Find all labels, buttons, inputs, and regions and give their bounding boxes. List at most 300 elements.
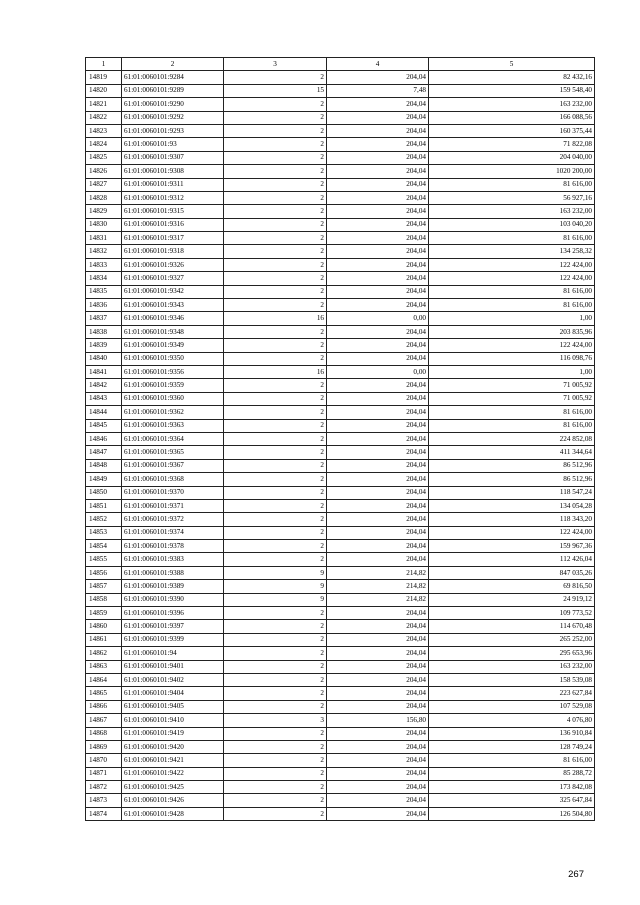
code-cell: 2 xyxy=(224,432,327,445)
table-body xyxy=(86,71,595,821)
table-row xyxy=(86,258,595,271)
cadastral-number-cell: 61:01:0060101:9399 xyxy=(122,633,224,646)
row-number-cell: 14863 xyxy=(86,660,122,673)
header-row xyxy=(86,58,595,71)
rate-cell: 204,04 xyxy=(327,124,429,137)
table-row xyxy=(86,138,595,151)
value-cell: 112 426,04 xyxy=(429,553,595,566)
value-cell: 128 749,24 xyxy=(429,740,595,753)
table-row xyxy=(86,687,595,700)
table-row xyxy=(86,566,595,579)
table-row xyxy=(86,620,595,633)
value-cell: 81 616,00 xyxy=(429,419,595,432)
row-number-cell: 14873 xyxy=(86,794,122,807)
row-number-cell: 14845 xyxy=(86,419,122,432)
value-cell: 126 504,80 xyxy=(429,807,595,820)
table-row xyxy=(86,98,595,111)
row-number-cell: 14844 xyxy=(86,406,122,419)
column-header-4: 4 xyxy=(327,58,429,71)
code-cell: 3 xyxy=(224,714,327,727)
cadastral-number-cell: 61:01:0060101:9374 xyxy=(122,526,224,539)
code-cell: 2 xyxy=(224,178,327,191)
code-cell: 2 xyxy=(224,740,327,753)
value-cell: 1,00 xyxy=(429,365,595,378)
rate-cell: 0,00 xyxy=(327,312,429,325)
code-cell: 2 xyxy=(224,459,327,472)
code-cell: 2 xyxy=(224,794,327,807)
value-cell: 107 529,08 xyxy=(429,700,595,713)
table-row xyxy=(86,486,595,499)
cadastral-number-cell: 61:01:0060101:9372 xyxy=(122,513,224,526)
row-number-cell: 14850 xyxy=(86,486,122,499)
cadastral-number-cell: 61:01:0060101:9289 xyxy=(122,84,224,97)
rate-cell: 204,04 xyxy=(327,553,429,566)
value-cell: 69 816,50 xyxy=(429,580,595,593)
cadastral-number-cell: 61:01:0060101:9343 xyxy=(122,299,224,312)
code-cell: 16 xyxy=(224,312,327,325)
cadastral-number-cell: 61:01:0060101:9317 xyxy=(122,232,224,245)
row-number-cell: 14856 xyxy=(86,566,122,579)
value-cell: 158 539,08 xyxy=(429,673,595,686)
rate-cell: 204,04 xyxy=(327,299,429,312)
row-number-cell: 14825 xyxy=(86,151,122,164)
cadastral-number-cell: 61:01:0060101:9350 xyxy=(122,352,224,365)
row-number-cell: 14855 xyxy=(86,553,122,566)
code-cell: 2 xyxy=(224,299,327,312)
cadastral-number-cell: 61:01:0060101:9292 xyxy=(122,111,224,124)
row-number-cell: 14832 xyxy=(86,245,122,258)
code-cell: 2 xyxy=(224,138,327,151)
code-cell: 2 xyxy=(224,285,327,298)
code-cell: 2 xyxy=(224,540,327,553)
table-row xyxy=(86,607,595,620)
row-number-cell: 14852 xyxy=(86,513,122,526)
cadastral-number-cell: 61:01:0060101:9365 xyxy=(122,446,224,459)
rate-cell: 204,04 xyxy=(327,754,429,767)
value-cell: 204 040,00 xyxy=(429,151,595,164)
value-cell: 81 616,00 xyxy=(429,754,595,767)
cadastral-number-cell: 61:01:0060101:9359 xyxy=(122,379,224,392)
code-cell: 2 xyxy=(224,71,327,84)
rate-cell: 204,04 xyxy=(327,526,429,539)
table-row xyxy=(86,673,595,686)
cadastral-number-cell: 61:01:0060101:9360 xyxy=(122,392,224,405)
rate-cell: 204,04 xyxy=(327,272,429,285)
row-number-cell: 14834 xyxy=(86,272,122,285)
cadastral-number-cell: 61:01:0060101:9389 xyxy=(122,580,224,593)
row-number-cell: 14819 xyxy=(86,71,122,84)
value-cell: 160 375,44 xyxy=(429,124,595,137)
table-row xyxy=(86,218,595,231)
row-number-cell: 14841 xyxy=(86,365,122,378)
table-row xyxy=(86,165,595,178)
cadastral-number-cell: 61:01:0060101:9312 xyxy=(122,191,224,204)
table-row xyxy=(86,432,595,445)
rate-cell: 204,04 xyxy=(327,432,429,445)
row-number-cell: 14869 xyxy=(86,740,122,753)
cadastral-number-cell: 61:01:0060101:9428 xyxy=(122,807,224,820)
rate-cell: 204,04 xyxy=(327,406,429,419)
row-number-cell: 14847 xyxy=(86,446,122,459)
row-number-cell: 14820 xyxy=(86,84,122,97)
row-number-cell: 14839 xyxy=(86,339,122,352)
rate-cell: 204,04 xyxy=(327,379,429,392)
rate-cell: 204,04 xyxy=(327,285,429,298)
cadastral-number-cell: 61:01:0060101:9356 xyxy=(122,365,224,378)
row-number-cell: 14860 xyxy=(86,620,122,633)
row-number-cell: 14821 xyxy=(86,98,122,111)
rate-cell: 204,04 xyxy=(327,138,429,151)
rate-cell: 204,04 xyxy=(327,767,429,780)
table-row xyxy=(86,325,595,338)
code-cell: 2 xyxy=(224,446,327,459)
rate-cell: 204,04 xyxy=(327,339,429,352)
code-cell: 2 xyxy=(224,553,327,566)
table-row xyxy=(86,714,595,727)
table-row xyxy=(86,111,595,124)
code-cell: 2 xyxy=(224,392,327,405)
cadastral-number-cell: 61:01:0060101:9397 xyxy=(122,620,224,633)
value-cell: 1,00 xyxy=(429,312,595,325)
value-cell: 224 852,08 xyxy=(429,432,595,445)
rate-cell: 204,04 xyxy=(327,352,429,365)
cadastral-number-cell: 61:01:0060101:9290 xyxy=(122,98,224,111)
table-row xyxy=(86,526,595,539)
code-cell: 2 xyxy=(224,205,327,218)
table-row xyxy=(86,245,595,258)
code-cell: 2 xyxy=(224,486,327,499)
cadastral-number-cell: 61:01:0060101:9307 xyxy=(122,151,224,164)
rate-cell: 204,04 xyxy=(327,151,429,164)
rate-cell: 204,04 xyxy=(327,740,429,753)
code-cell: 9 xyxy=(224,566,327,579)
cadastral-number-cell: 61:01:0060101:9362 xyxy=(122,406,224,419)
value-cell: 203 835,96 xyxy=(429,325,595,338)
value-cell: 173 842,08 xyxy=(429,781,595,794)
code-cell: 2 xyxy=(224,151,327,164)
table-row xyxy=(86,633,595,646)
cadastral-number-cell: 61:01:0060101:9342 xyxy=(122,285,224,298)
cadastral-number-cell: 61:01:0060101:9284 xyxy=(122,71,224,84)
rate-cell: 204,04 xyxy=(327,513,429,526)
rate-cell: 204,04 xyxy=(327,620,429,633)
value-cell: 159 967,36 xyxy=(429,540,595,553)
table-row xyxy=(86,740,595,753)
code-cell: 2 xyxy=(224,232,327,245)
rate-cell: 204,04 xyxy=(327,727,429,740)
rate-cell: 156,80 xyxy=(327,714,429,727)
cadastral-number-cell: 61:01:0060101:9293 xyxy=(122,124,224,137)
cadastral-number-cell: 61:01:0060101:94 xyxy=(122,647,224,660)
row-number-cell: 14851 xyxy=(86,499,122,512)
code-cell: 2 xyxy=(224,165,327,178)
row-number-cell: 14874 xyxy=(86,807,122,820)
table-row xyxy=(86,312,595,325)
code-cell: 2 xyxy=(224,673,327,686)
code-cell: 2 xyxy=(224,339,327,352)
column-header-1: 1 xyxy=(86,58,122,71)
code-cell: 2 xyxy=(224,352,327,365)
row-number-cell: 14836 xyxy=(86,299,122,312)
cadastral-number-cell: 61:01:0060101:9419 xyxy=(122,727,224,740)
cadastral-number-cell: 61:01:0060101:9404 xyxy=(122,687,224,700)
code-cell: 2 xyxy=(224,660,327,673)
value-cell: 71 822,08 xyxy=(429,138,595,151)
table-row xyxy=(86,499,595,512)
row-number-cell: 14857 xyxy=(86,580,122,593)
code-cell: 2 xyxy=(224,807,327,820)
table-row xyxy=(86,392,595,405)
cadastral-number-cell: 61:01:0060101:93 xyxy=(122,138,224,151)
table-row xyxy=(86,419,595,432)
value-cell: 118 547,24 xyxy=(429,486,595,499)
table-row xyxy=(86,754,595,767)
table-row xyxy=(86,191,595,204)
table-row xyxy=(86,781,595,794)
row-number-cell: 14861 xyxy=(86,633,122,646)
cadastral-number-cell: 61:01:0060101:9396 xyxy=(122,607,224,620)
value-cell: 136 910,84 xyxy=(429,727,595,740)
table-row xyxy=(86,459,595,472)
rate-cell: 204,04 xyxy=(327,647,429,660)
cadastral-number-cell: 61:01:0060101:9318 xyxy=(122,245,224,258)
rate-cell: 204,04 xyxy=(327,807,429,820)
value-cell: 86 512,96 xyxy=(429,459,595,472)
code-cell: 9 xyxy=(224,580,327,593)
table-row xyxy=(86,580,595,593)
row-number-cell: 14828 xyxy=(86,191,122,204)
value-cell: 325 647,84 xyxy=(429,794,595,807)
table-row xyxy=(86,660,595,673)
table-row xyxy=(86,84,595,97)
value-cell: 166 088,56 xyxy=(429,111,595,124)
table-row xyxy=(86,700,595,713)
row-number-cell: 14862 xyxy=(86,647,122,660)
rate-cell: 204,04 xyxy=(327,232,429,245)
row-number-cell: 14868 xyxy=(86,727,122,740)
code-cell: 2 xyxy=(224,245,327,258)
value-cell: 4 076,80 xyxy=(429,714,595,727)
rate-cell: 204,04 xyxy=(327,499,429,512)
table-row xyxy=(86,285,595,298)
row-number-cell: 14864 xyxy=(86,673,122,686)
code-cell: 2 xyxy=(224,473,327,486)
cadastral-number-cell: 61:01:0060101:9371 xyxy=(122,499,224,512)
cadastral-number-cell: 61:01:0060101:9364 xyxy=(122,432,224,445)
value-cell: 116 098,76 xyxy=(429,352,595,365)
table-row xyxy=(86,767,595,780)
cadastral-number-cell: 61:01:0060101:9426 xyxy=(122,794,224,807)
row-number-cell: 14849 xyxy=(86,473,122,486)
value-cell: 411 344,64 xyxy=(429,446,595,459)
value-cell: 81 616,00 xyxy=(429,285,595,298)
table-row xyxy=(86,406,595,419)
value-cell: 122 424,00 xyxy=(429,258,595,271)
row-number-cell: 14843 xyxy=(86,392,122,405)
value-cell: 122 424,00 xyxy=(429,339,595,352)
rate-cell: 204,04 xyxy=(327,419,429,432)
value-cell: 81 616,00 xyxy=(429,406,595,419)
page-number: 267 xyxy=(568,869,584,880)
row-number-cell: 14872 xyxy=(86,781,122,794)
column-header-5: 5 xyxy=(429,58,595,71)
value-cell: 71 005,92 xyxy=(429,379,595,392)
rate-cell: 204,04 xyxy=(327,687,429,700)
value-cell: 81 616,00 xyxy=(429,299,595,312)
table-row xyxy=(86,379,595,392)
code-cell: 2 xyxy=(224,379,327,392)
rate-cell: 7,48 xyxy=(327,84,429,97)
value-cell: 847 035,26 xyxy=(429,566,595,579)
cadastral-number-cell: 61:01:0060101:9420 xyxy=(122,740,224,753)
code-cell: 2 xyxy=(224,633,327,646)
table-row xyxy=(86,553,595,566)
cadastral-number-cell: 61:01:0060101:9390 xyxy=(122,593,224,606)
value-cell: 118 343,20 xyxy=(429,513,595,526)
row-number-cell: 14840 xyxy=(86,352,122,365)
code-cell: 2 xyxy=(224,258,327,271)
value-cell: 295 653,96 xyxy=(429,647,595,660)
cadastral-number-cell: 61:01:0060101:9405 xyxy=(122,700,224,713)
code-cell: 2 xyxy=(224,754,327,767)
rate-cell: 214,82 xyxy=(327,593,429,606)
row-number-cell: 14838 xyxy=(86,325,122,338)
cadastral-number-cell: 61:01:0060101:9401 xyxy=(122,660,224,673)
table-row xyxy=(86,272,595,285)
rate-cell: 204,04 xyxy=(327,205,429,218)
code-cell: 16 xyxy=(224,365,327,378)
table-row xyxy=(86,124,595,137)
table-row xyxy=(86,647,595,660)
rate-cell: 214,82 xyxy=(327,566,429,579)
table-row xyxy=(86,473,595,486)
row-number-cell: 14867 xyxy=(86,714,122,727)
rate-cell: 204,04 xyxy=(327,660,429,673)
value-cell: 134 258,32 xyxy=(429,245,595,258)
row-number-cell: 14830 xyxy=(86,218,122,231)
row-number-cell: 14837 xyxy=(86,312,122,325)
value-cell: 24 919,12 xyxy=(429,593,595,606)
rate-cell: 204,04 xyxy=(327,446,429,459)
cadastral-number-cell: 61:01:0060101:9316 xyxy=(122,218,224,231)
column-header-2: 2 xyxy=(122,58,224,71)
rate-cell: 204,04 xyxy=(327,178,429,191)
code-cell: 2 xyxy=(224,419,327,432)
column-header-3: 3 xyxy=(224,58,327,71)
cadastral-number-cell: 61:01:0060101:9308 xyxy=(122,165,224,178)
row-number-cell: 14842 xyxy=(86,379,122,392)
row-number-cell: 14853 xyxy=(86,526,122,539)
value-cell: 1020 200,00 xyxy=(429,165,595,178)
row-number-cell: 14833 xyxy=(86,258,122,271)
row-number-cell: 14866 xyxy=(86,700,122,713)
row-number-cell: 14854 xyxy=(86,540,122,553)
code-cell: 2 xyxy=(224,513,327,526)
cadastral-number-cell: 61:01:0060101:9421 xyxy=(122,754,224,767)
cadastral-number-cell: 61:01:0060101:9425 xyxy=(122,781,224,794)
row-number-cell: 14823 xyxy=(86,124,122,137)
code-cell: 2 xyxy=(224,406,327,419)
value-cell: 81 616,00 xyxy=(429,232,595,245)
table-row xyxy=(86,365,595,378)
rate-cell: 204,04 xyxy=(327,794,429,807)
rate-cell: 204,04 xyxy=(327,700,429,713)
table-row xyxy=(86,71,595,84)
rate-cell: 204,04 xyxy=(327,459,429,472)
rate-cell: 214,82 xyxy=(327,580,429,593)
table-row xyxy=(86,178,595,191)
table-row xyxy=(86,205,595,218)
rate-cell: 204,04 xyxy=(327,111,429,124)
code-cell: 2 xyxy=(224,767,327,780)
row-number-cell: 14824 xyxy=(86,138,122,151)
row-number-cell: 14848 xyxy=(86,459,122,472)
row-number-cell: 14827 xyxy=(86,178,122,191)
row-number-cell: 14846 xyxy=(86,432,122,445)
rate-cell: 204,04 xyxy=(327,607,429,620)
code-cell: 2 xyxy=(224,620,327,633)
row-number-cell: 14835 xyxy=(86,285,122,298)
cadastral-value-table xyxy=(85,57,595,821)
table-row xyxy=(86,339,595,352)
rate-cell: 204,04 xyxy=(327,781,429,794)
value-cell: 163 232,00 xyxy=(429,98,595,111)
value-cell: 103 040,20 xyxy=(429,218,595,231)
table-row xyxy=(86,513,595,526)
table-row xyxy=(86,540,595,553)
table-row xyxy=(86,299,595,312)
table-row xyxy=(86,232,595,245)
value-cell: 71 005,92 xyxy=(429,392,595,405)
rate-cell: 204,04 xyxy=(327,71,429,84)
value-cell: 265 252,00 xyxy=(429,633,595,646)
value-cell: 81 616,00 xyxy=(429,178,595,191)
row-number-cell: 14826 xyxy=(86,165,122,178)
value-cell: 223 627,84 xyxy=(429,687,595,700)
cadastral-number-cell: 61:01:0060101:9383 xyxy=(122,553,224,566)
rate-cell: 204,04 xyxy=(327,191,429,204)
row-number-cell: 14871 xyxy=(86,767,122,780)
rate-cell: 204,04 xyxy=(327,540,429,553)
value-cell: 159 548,40 xyxy=(429,84,595,97)
rate-cell: 204,04 xyxy=(327,258,429,271)
code-cell: 2 xyxy=(224,272,327,285)
row-number-cell: 14822 xyxy=(86,111,122,124)
row-number-cell: 14831 xyxy=(86,232,122,245)
rate-cell: 204,04 xyxy=(327,218,429,231)
table-row xyxy=(86,807,595,820)
value-cell: 109 773,52 xyxy=(429,607,595,620)
cadastral-number-cell: 61:01:0060101:9326 xyxy=(122,258,224,271)
value-cell: 56 927,16 xyxy=(429,191,595,204)
table-row xyxy=(86,794,595,807)
cadastral-number-cell: 61:01:0060101:9368 xyxy=(122,473,224,486)
rate-cell: 204,04 xyxy=(327,325,429,338)
rate-cell: 204,04 xyxy=(327,473,429,486)
rate-cell: 204,04 xyxy=(327,165,429,178)
cadastral-number-cell: 61:01:0060101:9346 xyxy=(122,312,224,325)
code-cell: 2 xyxy=(224,191,327,204)
code-cell: 2 xyxy=(224,647,327,660)
cadastral-number-cell: 61:01:0060101:9402 xyxy=(122,673,224,686)
code-cell: 2 xyxy=(224,111,327,124)
rate-cell: 204,04 xyxy=(327,392,429,405)
cadastral-number-cell: 61:01:0060101:9327 xyxy=(122,272,224,285)
row-number-cell: 14865 xyxy=(86,687,122,700)
cadastral-number-cell: 61:01:0060101:9370 xyxy=(122,486,224,499)
value-cell: 134 054,28 xyxy=(429,499,595,512)
cadastral-number-cell: 61:01:0060101:9422 xyxy=(122,767,224,780)
